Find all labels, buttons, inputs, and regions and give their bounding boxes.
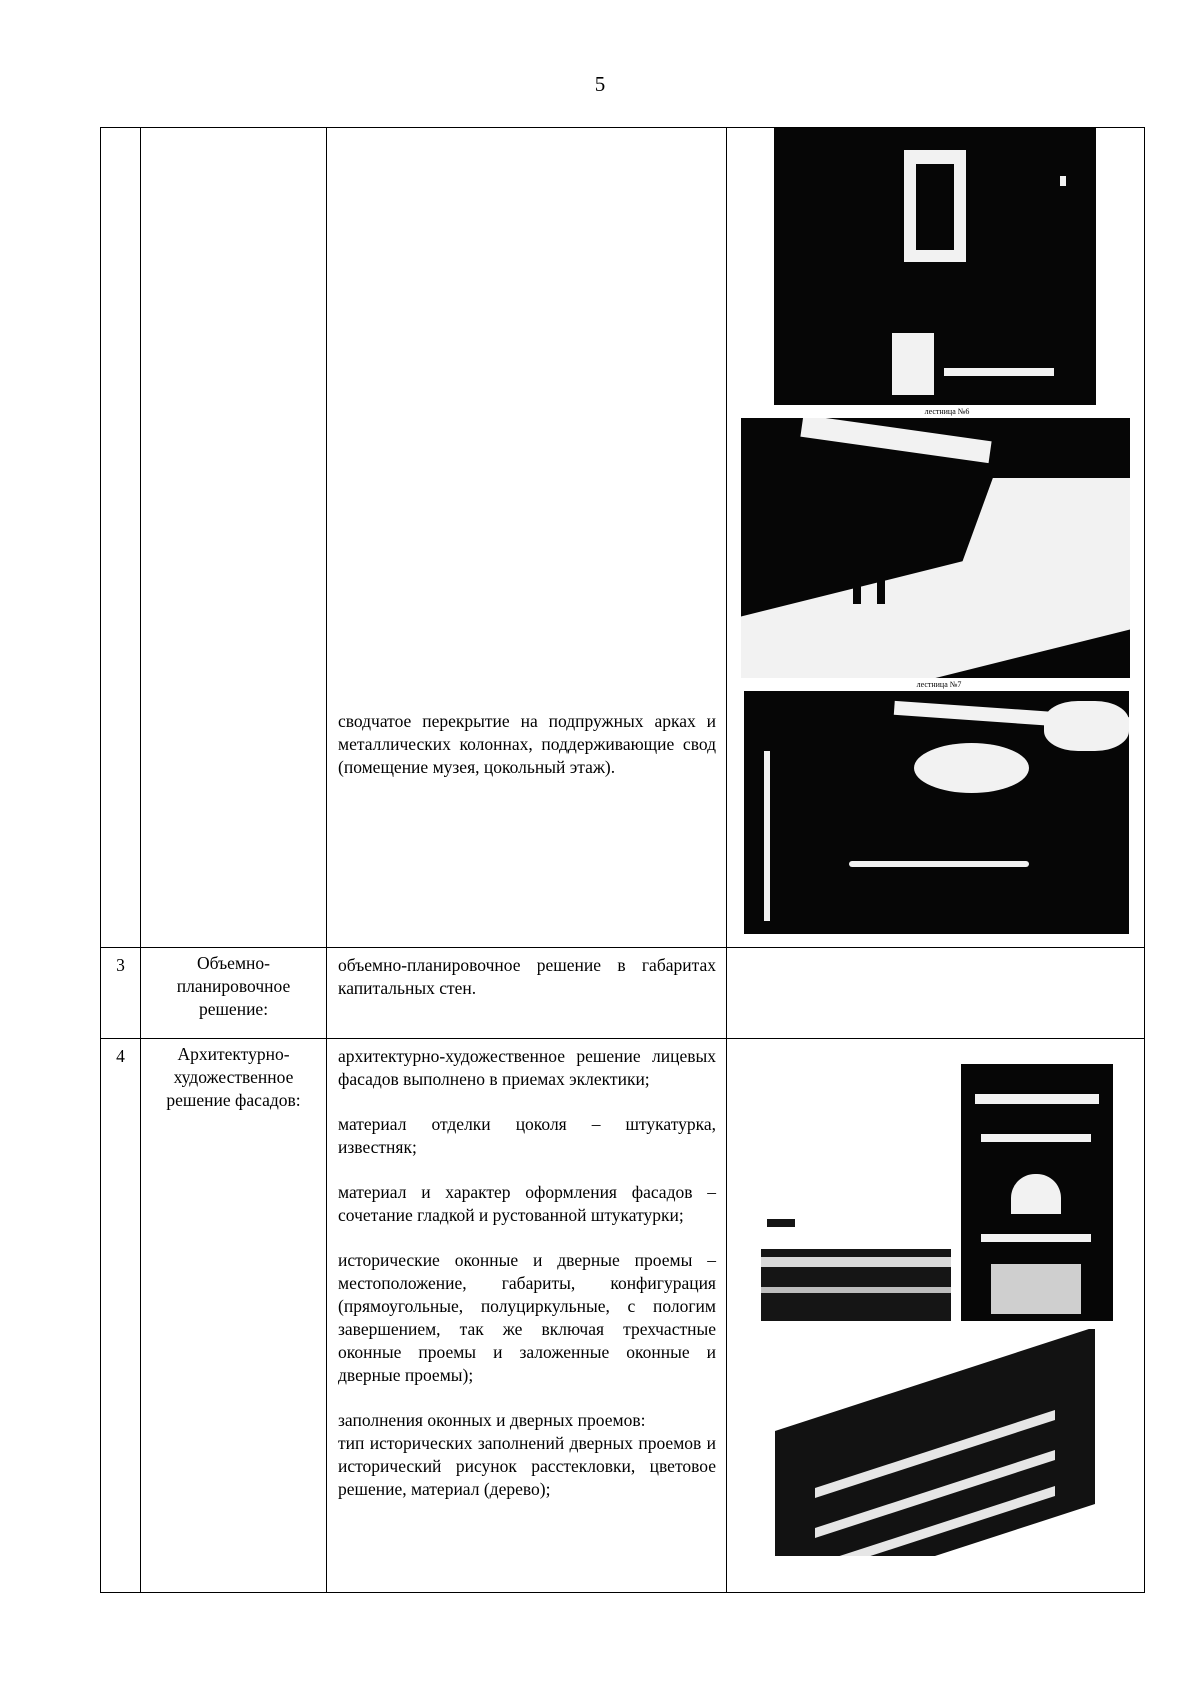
description-paragraph: материал и характер оформления фасадов – сочетание гладкой и рустованной штукатурки; xyxy=(338,1182,716,1225)
page-number: 5 xyxy=(594,72,606,96)
description-paragraph: архитектурно-художественное решение лицевых фасадов выполнено в приемах эклектики; xyxy=(338,1046,716,1089)
row-name xyxy=(141,128,327,948)
description-paragraph: исторические оконные и дверные проемы – местоположение, габариты, конфигурация (прямоугольные, полуциркульные, с пологим завершением, так же включая трехчастные оконные проемы и заложенные оконные и дверные проемы); xyxy=(338,1250,716,1385)
photo-facade-wide xyxy=(761,1207,951,1321)
row-name: Объемно-планировочное решение: xyxy=(141,948,327,1039)
row-photos xyxy=(727,948,1145,1039)
description-paragraph: объемно-планировочное решение в габаритах капитальных стен. xyxy=(338,955,716,998)
photo-staircase-window xyxy=(774,128,1096,405)
row-photos xyxy=(727,1039,1145,1593)
row-description xyxy=(327,1039,727,1593)
table-row xyxy=(101,128,1145,948)
description-paragraph: тип исторических заполнений дверных проемов и исторический рисунок расстекловки, цветовое решение, материал (дерево); xyxy=(338,1433,716,1499)
row-photos xyxy=(727,128,1145,948)
photo-facade-perspective xyxy=(775,1329,1095,1556)
table-row xyxy=(101,948,1145,1039)
description-paragraph: сводчатое перекрытие на подпружных арках и металлических колоннах, поддерживающие свод (помещение музея, цокольный этаж). xyxy=(338,711,716,777)
photo-caption: лестница №7 xyxy=(916,680,962,689)
photo-vaulted-ceiling xyxy=(744,691,1129,934)
description-paragraph: материал отделки цоколя – штукатурка, известняк; xyxy=(338,1114,716,1157)
description-table xyxy=(100,127,1145,1593)
photo-caption: лестница №6 xyxy=(924,407,970,416)
row-number xyxy=(101,128,141,948)
row-description xyxy=(327,948,727,1039)
description-paragraph: заполнения оконных и дверных проемов: xyxy=(338,1410,646,1430)
row-number: 3 xyxy=(101,948,141,1039)
photo-facade-tower xyxy=(961,1064,1113,1321)
row-number: 4 xyxy=(101,1039,141,1593)
row-description xyxy=(327,128,727,948)
table-row xyxy=(101,1039,1145,1593)
photo-staircase-6 xyxy=(741,418,1130,678)
row-name: Архитектурно-художественное решение фасадов: xyxy=(141,1039,327,1593)
